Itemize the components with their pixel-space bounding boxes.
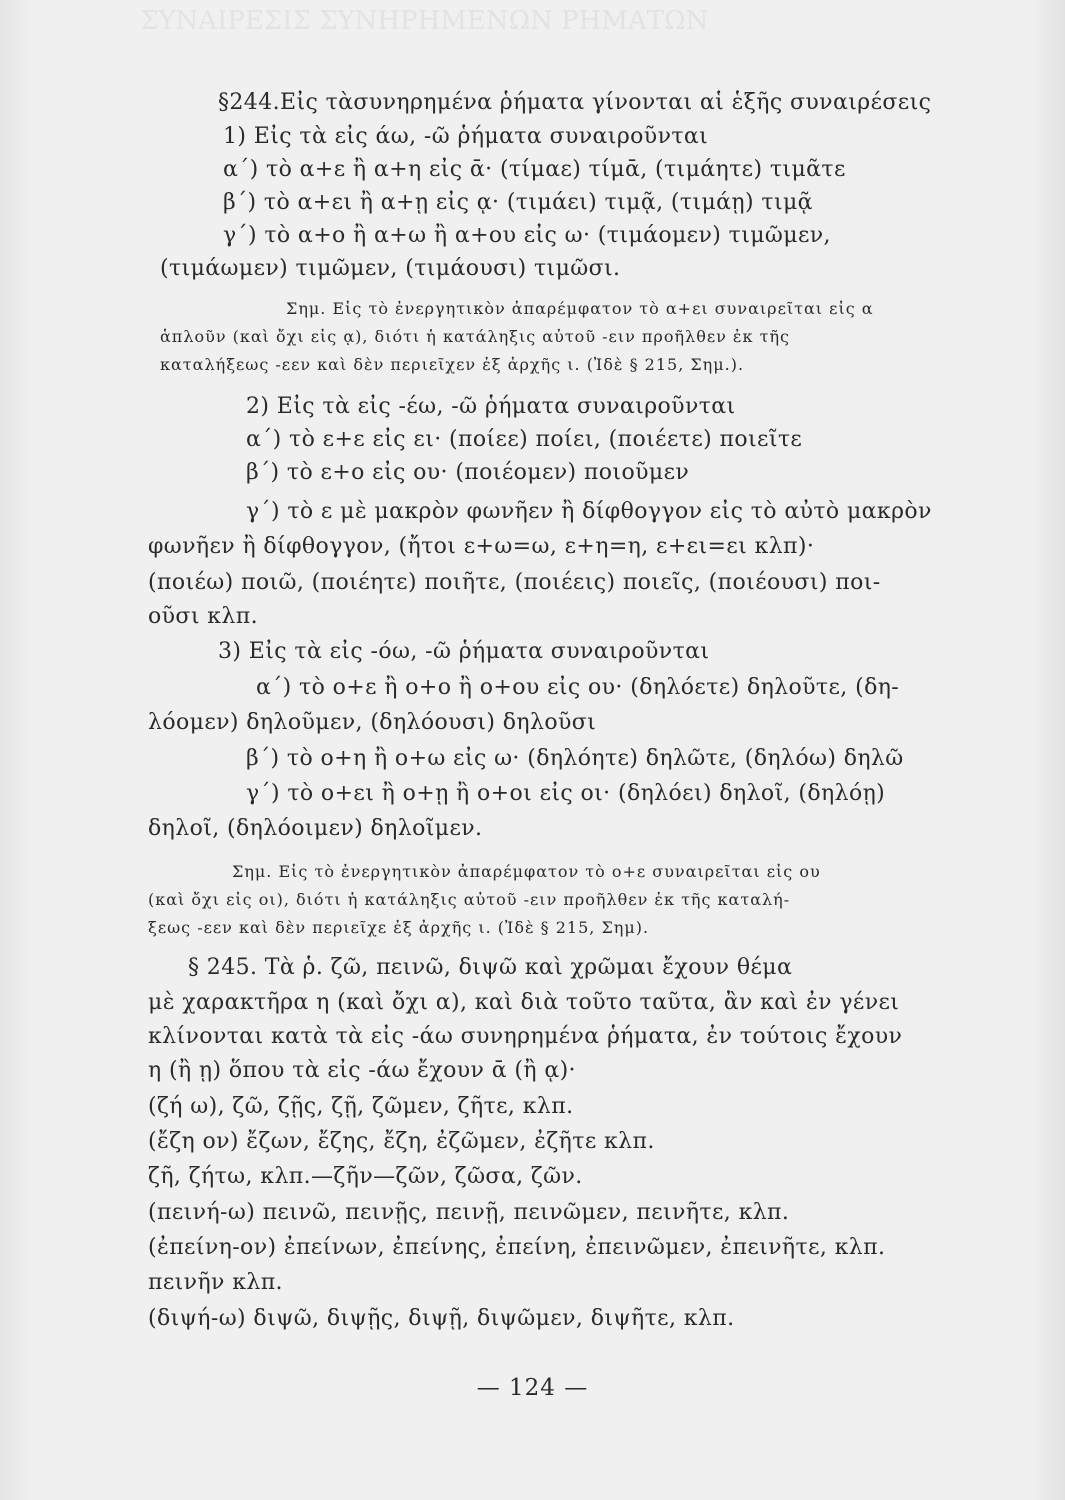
rule-2c-cont-1: φωνῆεν ἢ δίφθογγον, (ἤτοι ε+ω=ω, ε+η=η, ε+ει=ει κλπ)· (148, 534, 815, 559)
note-2-line-2: (καὶ ὄχι εἰς οι), διότι ἡ κατάληξις αὐτοῦ -ειν προῆλθεν ἐκ τῆς καταλή- (148, 890, 791, 909)
note-1-line-3: καταλήξεως -εεν καὶ δὲν περιεῖχεν ἐξ ἀρχῆς ι. (Ἰδὲ § 215, Σημ.). (160, 355, 745, 374)
rule-1-heading: 1) Εἰς τὰ εἰς άω, -ῶ ῥήματα συναιροῦνται (223, 124, 709, 149)
note-2-line-3: ξεως -εεν καὶ δὲν περιεῖχε ἐξ ἀρχῆς ι. (Ἰδὲ § 215, Σημ). (148, 918, 650, 937)
section-245-line-3: κλίνονται κατὰ τὰ εἰς -άω συνηρημένα ῥήματα, ἐν τούτοις ἔχουν (148, 1024, 903, 1049)
rule-1c-cont: (τιμάωμεν) τιμῶμεν, (τιμάουσι) τιμῶσι. (160, 256, 621, 281)
section-245-line-2: μὲ χαρακτῆρα η (καὶ ὄχι α), καὶ διὰ τοῦτο ταῦτα, ἂν καὶ ἐν γένει (148, 990, 900, 1015)
section-244-heading: §244.Εἰς τὰσυνηρημένα ῥήματα γίνονται αἱ ἑξῆς συναιρέσεις (218, 90, 932, 115)
section-245-heading: § 245. Τὰ ῥ. ζῶ, πεινῶ, διψῶ καὶ χρῶμαι ἔχουν θέμα (188, 955, 793, 980)
note-1-line-2: ἁπλοῦν (καὶ ὄχι εἰς ᾳ), διότι ἡ κατάληξις αὐτοῦ -ειν προῆλθεν ἐκ τῆς (160, 327, 790, 346)
rule-1c: γ΄) τὸ α+ο ἢ α+ω ἢ α+ου εἰς ω· (τιμάομεν) τιμῶμεν, (223, 223, 831, 248)
rule-3-heading: 3) Εἰς τὰ εἰς -όω, -ῶ ῥήματα συναιροῦνται (218, 639, 710, 664)
dipso-present: (διψή-ω) διψῶ, διψῇς, διψῇ, διψῶμεν, διψῆτε, κλπ. (148, 1306, 735, 1331)
peino-imperfect: (ἐπείνη-ον) ἐπείνων, ἐπείνης, ἐπείνη, ἐπεινῶμεν, ἐπεινῆτε, κλπ. (148, 1235, 886, 1260)
rule-1a: α΄) τὸ α+ε ἢ α+η εἰς ᾱ· (τίμαε) τίμᾱ, (τιμάητε) τιμᾶτε (223, 157, 846, 182)
rule-2c: γ΄) τὸ ε μὲ μακρὸν φωνῆεν ἢ δίφθογγον εἰς τὸ αὐτὸ μακρὸν (246, 499, 932, 524)
rule-3a: α΄) τὸ ο+ε ἢ ο+ο ἢ ο+ου εἰς ου· (δηλόετε) δηλοῦτε, (δη- (256, 675, 900, 700)
bleed-through-text: ΣΥΝΑΙΡΕΣΙΣ ΣΥΝΗΡΗΜΕΝΩΝ ΡΗΜΑΤΩΝ (140, 6, 709, 36)
note-1-line-1: Σημ. Εἰς τὸ ἐνεργητικὸν ἀπαρέμφατον τὸ α+ει συναιρεῖται εἰς α (286, 299, 874, 318)
rule-3a-cont: λόομεν) δηλοῦμεν, (δηλόουσι) δηλοῦσι (148, 710, 597, 735)
rule-2c-cont-3: οῦσι κλπ. (148, 604, 259, 629)
section-245-line-4: η (ἢ ῃ) ὅπου τὰ εἰς -άω ἔχουν ᾱ (ἢ ᾳ)· (148, 1058, 576, 1083)
rule-3c-cont: δηλοῖ, (δηλόοιμεν) δηλοῖμεν. (148, 816, 483, 841)
page-number: — 124 — (476, 1375, 589, 1401)
peino-present: (πεινή-ω) πεινῶ, πεινῇς, πεινῇ, πεινῶμεν, πεινῆτε, κλπ. (148, 1200, 790, 1225)
rule-2c-cont-2: (ποιέω) ποιῶ, (ποιέητε) ποιῆτε, (ποιέεις) ποιεῖς, (ποιέουσι) ποι- (148, 570, 881, 595)
rule-1b: β΄) τὸ α+ει ἢ α+ῃ εἰς ᾳ· (τιμάει) τιμᾷ, (τιμάῃ) τιμᾷ (223, 190, 813, 215)
rule-3b: β΄) τὸ ο+η ἢ ο+ω εἰς ω· (δηλόητε) δηλῶτε, (δηλόω) δηλῶ (246, 746, 904, 771)
rule-2a: α΄) τὸ ε+ε εἰς ει· (ποίεε) ποίει, (ποιέετε) ποιεῖτε (246, 427, 803, 452)
zo-present: (ζή ω), ζῶ, ζῇς, ζῇ, ζῶμεν, ζῆτε, κλπ. (148, 1094, 574, 1119)
rule-2b: β΄) τὸ ε+ο εἰς ου· (ποιέομεν) ποιοῦμεν (246, 460, 690, 485)
rule-3c: γ΄) τὸ ο+ει ἢ ο+ῃ ἢ ο+οι εἰς οι· (δηλόει) δηλοῖ, (δηλόῃ) (246, 781, 886, 806)
zo-imperfect: (ἔζη ον) ἔζων, ἔζης, ἔζη, ἐζῶμεν, ἐζῆτε κλπ. (148, 1129, 655, 1154)
rule-2-heading: 2) Εἰς τὰ εἰς -έω, -ῶ ῥήματα συναιροῦνται (246, 394, 736, 419)
note-2-line-1: Σημ. Εἰς τὸ ἐνεργητικὸν ἀπαρέμφατον τὸ ο+ε συναιρεῖται εἰς ου (232, 862, 821, 881)
peino-infinitive: πεινῆν κλπ. (148, 1270, 283, 1295)
zo-imperative: ζῆ, ζήτω, κλπ.—ζῆν—ζῶν, ζῶσα, ζῶν. (148, 1164, 583, 1189)
